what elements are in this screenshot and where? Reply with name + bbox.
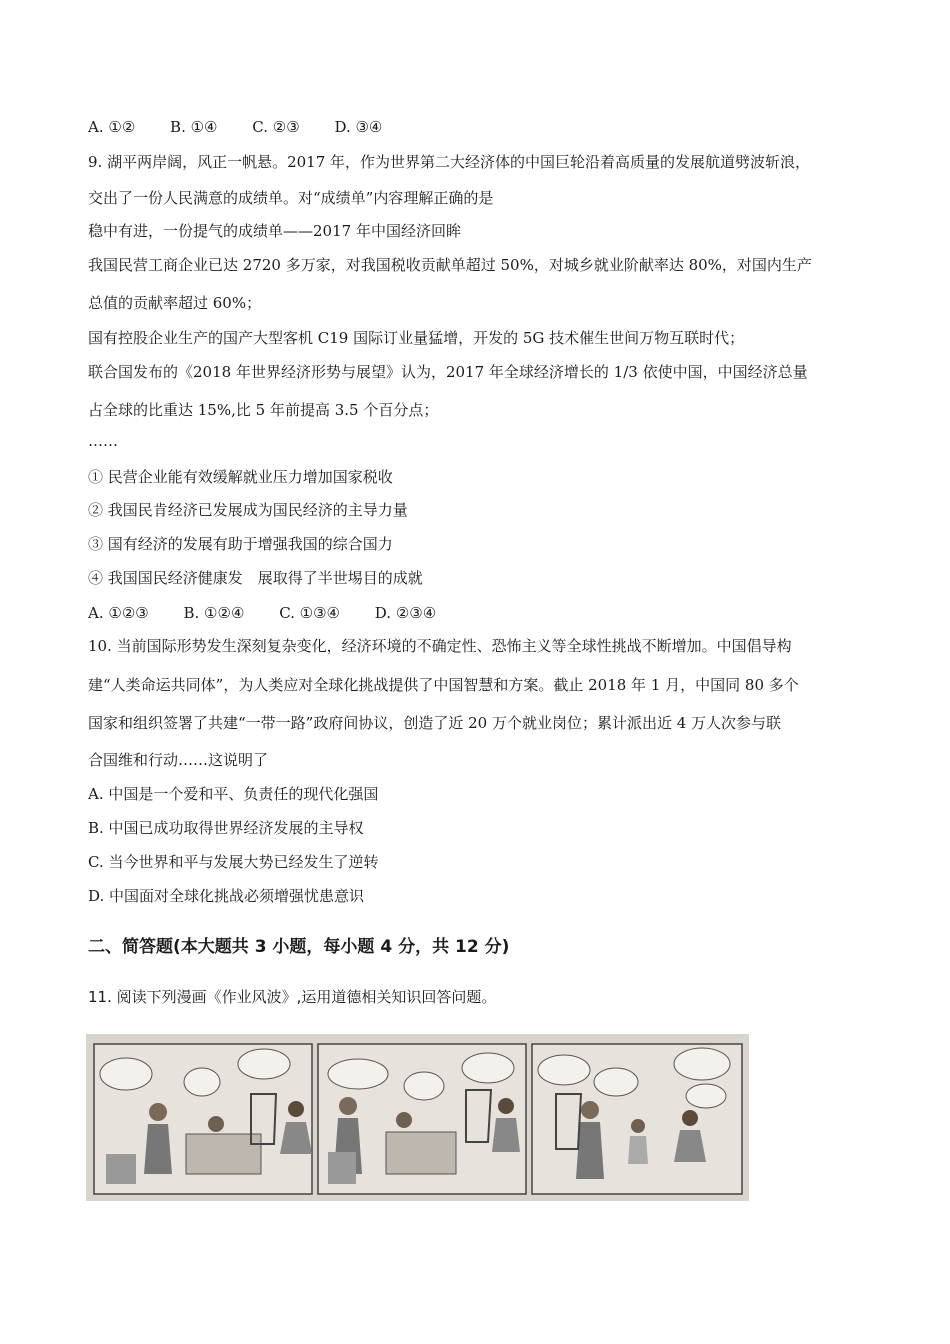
q8-option-c: C. ②③ <box>252 118 300 136</box>
q9-material-line: 总值的贡献率超过 60%； <box>88 294 262 312</box>
q9-material-title: 稳中有进，一份提气的成绩单——2017 年中国经济回眸 <box>88 222 461 240</box>
q10-stem-line: 合国维和行动……这说明了 <box>88 751 269 769</box>
q9-material-line: 我国民营工商企业已达 2720 多万家，对我国税收贡献单超过 50%，对城乡就业阶献率达 80%，对国内生产 <box>88 256 812 274</box>
q9-statement-3: ③ 国有经济的发展有助于增强我国的综合国力 <box>88 535 393 553</box>
q9-material-ellipsis: …… <box>88 432 118 450</box>
comic-strip-image <box>86 1034 749 1201</box>
q9-option-a: A. ①②③ <box>88 604 149 622</box>
q9-statement-2: ② 我国民肯经济已发展成为国民经济的主导力量 <box>88 501 408 519</box>
q10-option-a: A. 中国是一个爱和平、负责任的现代化强国 <box>88 785 379 803</box>
q10-option-d: D. 中国面对全球化挑战必须增强忧患意识 <box>88 887 365 905</box>
section-heading: 二、简答题(本大题共 3 小题，每小题 4 分，共 12 分) <box>88 937 510 957</box>
q10-option-b: B. 中国已成功取得世界经济发展的主导权 <box>88 819 364 837</box>
q10-stem-line: 建“人类命运共同体”，为人类应对全球化挑战提供了中国智慧和方案。截止 2018 年 1 月，中国同 80 多个 <box>88 676 799 694</box>
q9-stem-line1: 9. 湖平两岸阔，风正一帆悬。2017 年，作为世界第二大经济体的中国巨轮沿着高质量的发展航道劈波斩浪， <box>88 153 811 171</box>
q9-options <box>88 603 466 623</box>
q8-option-d: D. ③④ <box>334 118 383 136</box>
q9-option-d: D. ②③④ <box>374 604 437 622</box>
q11-stem: 11. 阅读下列漫画《作业风波》,运用道德相关知识回答问题。 <box>88 988 497 1006</box>
q9-material-line: 国有控股企业生产的国产大型客机 C19 国际订业量猛增，开发的 5G 技术催生世间万物互联时代； <box>88 329 745 347</box>
q9-option-b: B. ①②④ <box>183 604 245 622</box>
q9-option-c: C. ①③④ <box>279 604 341 622</box>
q8-options <box>88 117 412 137</box>
q9-material-line: 联合国发布的《2018 年世界经济形势与展望》认为，2017 年全球经济增长的 1/3 依使中国，中国经济总量 <box>88 363 808 381</box>
q9-stem-line2: 交出了一份人民满意的成绩单。对“成绩单”内容理解正确的是 <box>88 189 494 207</box>
q8-option-b: B. ①④ <box>170 118 218 136</box>
q9-statement-4: ④ 我国国民经济健康发 展取得了半世埸目的成就 <box>88 569 423 587</box>
q9-statement-1: ① 民营企业能有效缓解就业压力增加国家税收 <box>88 468 393 486</box>
q9-material-line: 占全球的比重达 15%,比 5 年前提高 3.5 个百分点； <box>88 401 439 419</box>
q10-stem-line: 10. 当前国际形势发生深刻复杂变化，经济环境的不确定性、恐怖主义等全球性挑战不断增加。中国倡导构 <box>88 637 792 655</box>
q8-option-a: A. ①② <box>88 118 136 136</box>
q10-option-c: C. 当今世界和平与发展大势已经发生了逆转 <box>88 853 379 871</box>
q10-stem-line: 国家和组织签署了共建“一带一路”政府间协议，创造了近 20 万个就业岗位；累计派出近 4 万人次参与联 <box>88 714 782 732</box>
